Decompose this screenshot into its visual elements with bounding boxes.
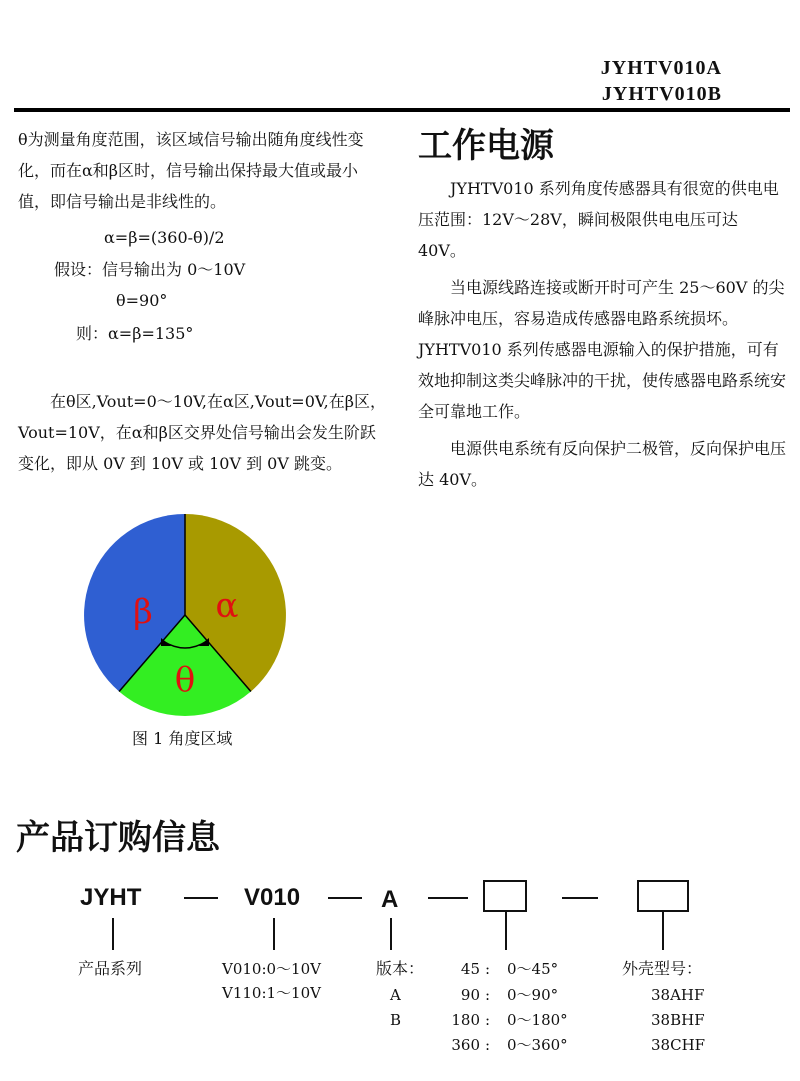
range-colon: : [485,1036,491,1054]
theta-label: θ [174,660,196,700]
separator-dash [428,897,468,899]
alpha-label: α [215,586,239,626]
variant-code: A [381,886,399,913]
power-range-paragraph: JYHTV010 系列角度传感器具有很宽的供电电压范围：12V～28V，瞬间极限供电电压可达 40V。 [418,179,779,260]
version-pointer-line [273,918,275,950]
separator-dash [328,897,362,899]
range-code-box [483,880,527,912]
series-pointer-line [112,918,114,950]
series-code: JYHT [80,884,142,911]
separator-dash [184,897,218,899]
range-value: 0～360° [507,1036,568,1054]
ordering-section-title: 产品订购信息 [16,818,220,858]
shell-option: 38CHF [651,1036,706,1054]
shell-option: 38BHF [651,1011,705,1029]
figure-caption: 图 1 角度区域 [132,729,233,748]
range-value: 0～180° [507,1011,568,1029]
model-number-b: JYHTV010B [601,83,722,105]
shell-code-box [637,880,689,912]
power-section-title: 工作电源 [418,126,554,166]
reverse-protection-paragraph: 电源供电系统有反向保护二极管，反向保护电压达 40V。 [418,439,787,489]
shell-option: 38AHF [651,986,705,1004]
edition-option: A [390,986,401,1004]
vout-description: 在θ区,Vout=0～10V,在α区,Vout=0V,在β区，Vout=10V，在α和β区交界处信号输出会发生阶跃变化，即从 0V 到 10V 或 10V 到 0V 跳变。 [18,392,386,473]
result-line: 则：α=β=135° [76,324,194,343]
theta-description: θ为测量角度范围，该区域信号输出随角度线性变化，而在α和β区时，信号输出保持最大值或最小值，即信号输出是非线性的。 [18,130,364,211]
spike-protection-paragraph: 当电源线路连接或断开时可产生 25～60V 的尖峰脉冲电压，容易造成传感器电路系统损坏。JYHTV010 系列传感器电源输入的保护措施，可有效地抑制这类尖峰脉冲的干扰，使传感器电路系统安全可靠地工作。 [418,278,787,421]
theta-value: θ=90° [116,291,168,310]
angle-region-diagram [70,510,300,720]
assumption-line: 假设：信号输出为 0～10V [54,260,246,279]
angle-formula: α=β=(360-θ)/2 [104,228,225,247]
range-colon: : [485,960,491,978]
separator-dash [562,897,598,899]
shell-pointer-line [662,912,664,950]
range-value: 0～90° [507,986,559,1004]
range-code: 360 [451,1036,480,1054]
range-code: 90 [460,986,480,1004]
beta-label: β [133,592,153,632]
range-code: 180 [451,1011,480,1029]
range-colon: : [485,986,491,1004]
series-label: 产品系列 [78,959,143,978]
edition-label: 版本： [376,959,425,978]
range-colon: : [485,1011,491,1029]
version-code: V010 [244,884,301,911]
range-pointer-line [505,912,507,950]
version-option: V010:0～10V [222,960,321,978]
range-code: 45 [460,960,480,978]
edition-option: B [390,1011,402,1029]
header-rule [14,108,790,112]
shell-label: 外壳型号： [622,959,703,978]
version-option: V110:1～10V [222,984,321,1002]
model-number-a: JYHTV010A [600,57,722,79]
variant-pointer-line [390,918,392,950]
range-value: 0～45° [507,960,559,978]
